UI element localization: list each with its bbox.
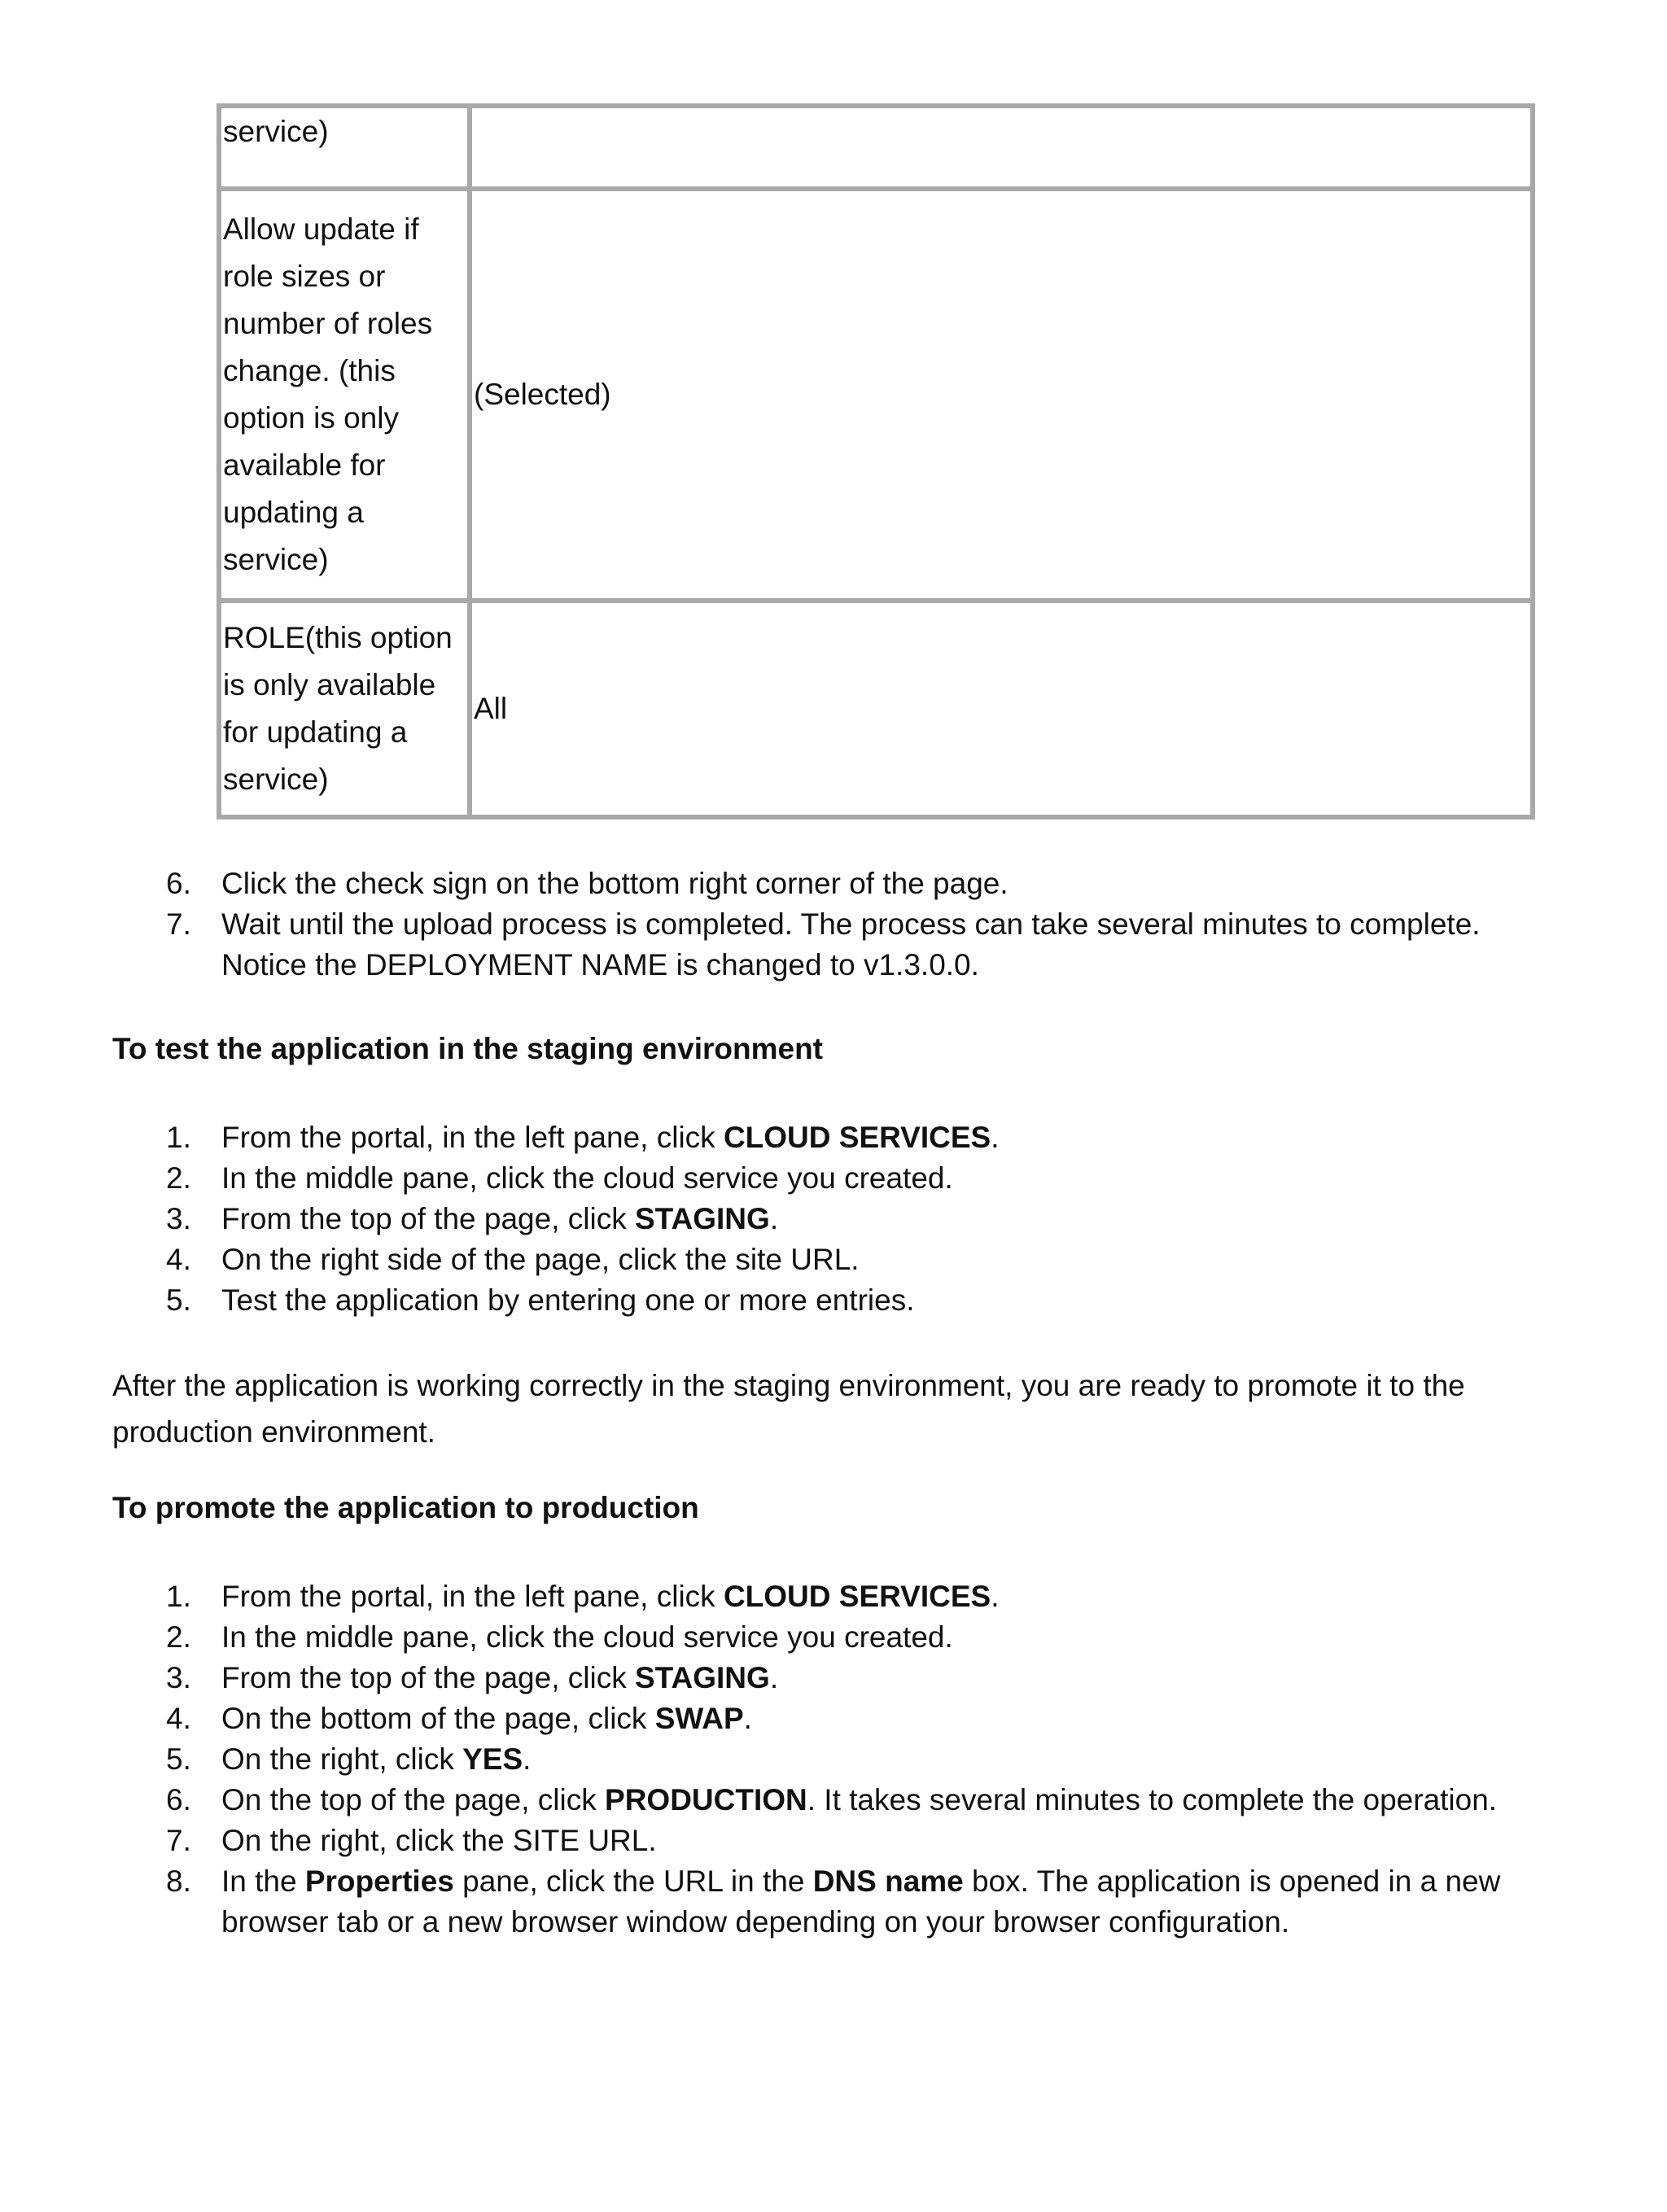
step-number: 5. xyxy=(166,1742,191,1776)
ui-term: STAGING xyxy=(634,1661,770,1694)
list-item xyxy=(0,1658,1667,1698)
option-cell: ROLE(this option is only available for updating a service) xyxy=(219,601,470,817)
step-text-end: . xyxy=(991,1121,1000,1154)
step-text: On the right, click the SITE URL. xyxy=(221,1824,657,1857)
list-item xyxy=(0,904,1667,986)
step-text: Test the application by entering one or more entries. xyxy=(221,1283,915,1317)
step-number: 1. xyxy=(166,1121,191,1154)
step-number: 2. xyxy=(166,1620,191,1654)
step-number: 4. xyxy=(166,1702,191,1735)
step-number: 5. xyxy=(166,1283,191,1317)
step-number: 4. xyxy=(166,1243,191,1276)
list-item xyxy=(0,1780,1667,1821)
ui-term: CLOUD SERVICES xyxy=(723,1121,991,1154)
list-item xyxy=(0,1239,1667,1280)
ui-term: YES xyxy=(462,1742,523,1776)
step-text-end: . xyxy=(769,1661,779,1694)
step-text: From the top of the page, click xyxy=(221,1202,635,1235)
list-item xyxy=(0,1280,1667,1321)
step-text: Wait until the upload process is completed. The process can take several minutes to complete. Notice the DEPLOYMENT NAME is changed to v1.3.0.0. xyxy=(221,907,1481,981)
list-item xyxy=(0,1739,1667,1780)
step-number: 3. xyxy=(166,1661,191,1694)
staging-heading: To test the application in the staging environment xyxy=(112,1032,823,1065)
step-text: On the bottom of the page, click xyxy=(221,1702,655,1735)
ui-term: PRODUCTION xyxy=(605,1783,807,1816)
step-number: 1. xyxy=(166,1580,191,1613)
step-number: 6. xyxy=(166,1783,191,1816)
step-text: On the top of the page, click xyxy=(221,1783,606,1816)
table-row xyxy=(219,601,1533,817)
list-item xyxy=(0,1617,1667,1658)
list-item xyxy=(0,1158,1667,1199)
list-item xyxy=(0,1576,1667,1617)
step-text: In the middle pane, click the cloud service you created. xyxy=(221,1161,953,1195)
step-text: pane, click the URL in the xyxy=(453,1864,813,1898)
ui-term: DNS name xyxy=(812,1864,964,1898)
step-number: 8. xyxy=(166,1864,191,1898)
list-item xyxy=(0,1117,1667,1158)
transition-paragraph: After the application is working correctly in the staging environment, you are ready to promote it to the production environment. xyxy=(112,1369,1465,1449)
list-item xyxy=(0,863,1667,904)
production-steps xyxy=(0,1576,1667,1943)
option-cell: service) xyxy=(219,106,470,189)
staging-steps xyxy=(0,1117,1667,1321)
option-cell: Allow update if role sizes or number of roles change. (this option is only available for updating a service) xyxy=(219,189,470,601)
step-text: Click the check sign on the bottom right corner of the page. xyxy=(221,867,1009,900)
value-cell: (Selected) xyxy=(470,189,1533,601)
step-text-end: . xyxy=(523,1742,532,1776)
step-number: 7. xyxy=(166,907,191,941)
step-text: In the xyxy=(221,1864,305,1898)
step-text: On the right, click xyxy=(221,1742,463,1776)
list-item xyxy=(0,1821,1667,1861)
step-text: From the portal, in the left pane, click xyxy=(221,1580,724,1613)
list-item xyxy=(0,1698,1667,1739)
value-cell xyxy=(470,106,1533,189)
step-number: 2. xyxy=(166,1161,191,1195)
table-row xyxy=(219,106,1533,189)
step-number: 3. xyxy=(166,1202,191,1235)
ui-term: STAGING xyxy=(634,1202,770,1235)
step-text: From the portal, in the left pane, click xyxy=(221,1121,724,1154)
step-text: In the middle pane, click the cloud service you created. xyxy=(221,1620,953,1654)
step-text-end: box. The application is opened in a new browser tab or a new browser window depending on your browser configuration. xyxy=(221,1864,1501,1939)
ui-term: SWAP xyxy=(654,1702,744,1735)
step-text-end: . xyxy=(769,1202,779,1235)
step-text-end: . xyxy=(991,1580,1000,1613)
step-text-end: . xyxy=(743,1702,752,1735)
step-text-end: . It takes several minutes to complete the operation. xyxy=(807,1783,1498,1816)
step-number: 6. xyxy=(166,867,191,900)
step-text: From the top of the page, click xyxy=(221,1661,635,1694)
options-table xyxy=(217,103,1535,820)
value-cell: All xyxy=(470,601,1533,817)
list-item xyxy=(0,1861,1667,1943)
step-text: On the right side of the page, click the site URL. xyxy=(221,1243,860,1276)
upload-steps xyxy=(0,863,1667,986)
step-number: 7. xyxy=(166,1824,191,1857)
ui-term: CLOUD SERVICES xyxy=(723,1580,991,1613)
production-heading: To promote the application to production xyxy=(112,1491,699,1524)
list-item xyxy=(0,1199,1667,1239)
ui-term: Properties xyxy=(304,1864,454,1898)
table-row xyxy=(219,189,1533,601)
